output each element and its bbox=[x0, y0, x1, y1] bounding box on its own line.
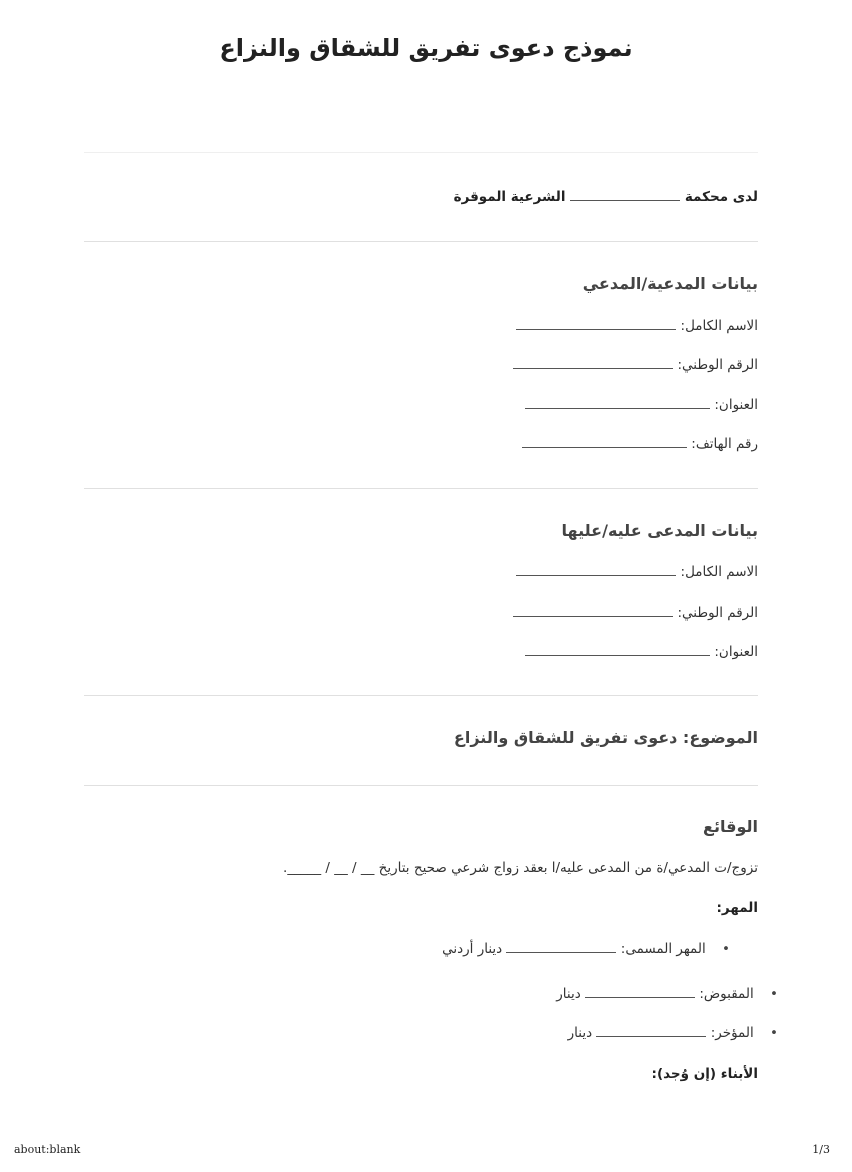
received-item bbox=[84, 985, 778, 1002]
plaintiff-address-row bbox=[84, 396, 758, 413]
divider bbox=[84, 695, 758, 696]
plaintiff-phone-row bbox=[84, 435, 758, 452]
plaintiff-id-blank bbox=[513, 356, 673, 369]
defendant-id-blank bbox=[513, 604, 673, 617]
received-blank bbox=[585, 985, 695, 998]
divider bbox=[84, 785, 758, 786]
document-title: نموذج دعوى تفريق للشقاق والنزاع bbox=[219, 34, 633, 62]
plaintiff-id-row bbox=[84, 356, 758, 373]
received-label: المقبوض: bbox=[699, 986, 754, 1002]
deferred-unit: دينار bbox=[567, 1025, 593, 1041]
plaintiff-phone-label: رقم الهاتف: bbox=[691, 436, 758, 452]
facts-heading: الوقائع bbox=[703, 817, 758, 836]
plaintiff-id-label: الرقم الوطني: bbox=[677, 357, 758, 373]
dowry-named-label: المهر المسمى: bbox=[620, 941, 706, 957]
divider bbox=[84, 241, 758, 242]
deferred-label: المؤخر: bbox=[710, 1025, 754, 1041]
dowry-named-blank bbox=[506, 940, 616, 953]
bullet-icon: • bbox=[770, 1025, 778, 1041]
plaintiff-name-label: الاسم الكامل: bbox=[680, 318, 758, 334]
children-heading: الأبناء (إن وُجد): bbox=[651, 1066, 758, 1082]
court-name-blank bbox=[570, 188, 680, 201]
defendant-id-label: الرقم الوطني: bbox=[677, 605, 758, 621]
marriage-paragraph: تزوج/ت المدعي/ة من المدعى عليه/ا بعقد زواج شرعي صحيح بتاريخ __ / __ / _____. bbox=[283, 860, 758, 876]
plaintiff-name-row bbox=[84, 317, 758, 334]
divider bbox=[84, 152, 758, 153]
bullet-icon: • bbox=[722, 941, 730, 957]
deferred-item bbox=[84, 1024, 778, 1041]
dowry-heading: المهر: bbox=[716, 900, 758, 916]
subject-heading: الموضوع: دعوى تفريق للشقاق والنزاع bbox=[453, 728, 758, 747]
deferred-blank bbox=[596, 1024, 706, 1037]
received-unit: دينار bbox=[556, 986, 581, 1002]
divider bbox=[84, 488, 758, 489]
footer-url: about:blank bbox=[14, 1143, 81, 1156]
defendant-name-blank bbox=[516, 563, 676, 576]
defendant-address-row bbox=[84, 643, 758, 660]
bullet-icon: • bbox=[770, 986, 778, 1002]
defendant-id-row bbox=[84, 604, 758, 621]
plaintiff-heading: بيانات المدعية/المدعي bbox=[582, 274, 758, 293]
footer-page-number: 1/3 bbox=[812, 1143, 830, 1156]
defendant-address-label: العنوان: bbox=[714, 644, 758, 660]
defendant-name-label: الاسم الكامل: bbox=[680, 564, 758, 580]
dowry-named-item bbox=[84, 940, 758, 957]
plaintiff-name-blank bbox=[516, 317, 676, 330]
court-line bbox=[84, 188, 758, 205]
defendant-name-row bbox=[84, 563, 758, 580]
plaintiff-address-label: العنوان: bbox=[714, 397, 758, 413]
defendant-address-blank bbox=[525, 643, 710, 656]
dowry-named-unit: دينار أردني bbox=[442, 941, 503, 957]
court-suffix: الشرعية الموقرة bbox=[453, 189, 566, 205]
defendant-heading: بيانات المدعى عليه/عليها bbox=[561, 521, 758, 540]
court-prefix: لدى محكمة bbox=[684, 189, 758, 205]
plaintiff-address-blank bbox=[525, 396, 710, 409]
plaintiff-phone-blank bbox=[522, 435, 687, 448]
